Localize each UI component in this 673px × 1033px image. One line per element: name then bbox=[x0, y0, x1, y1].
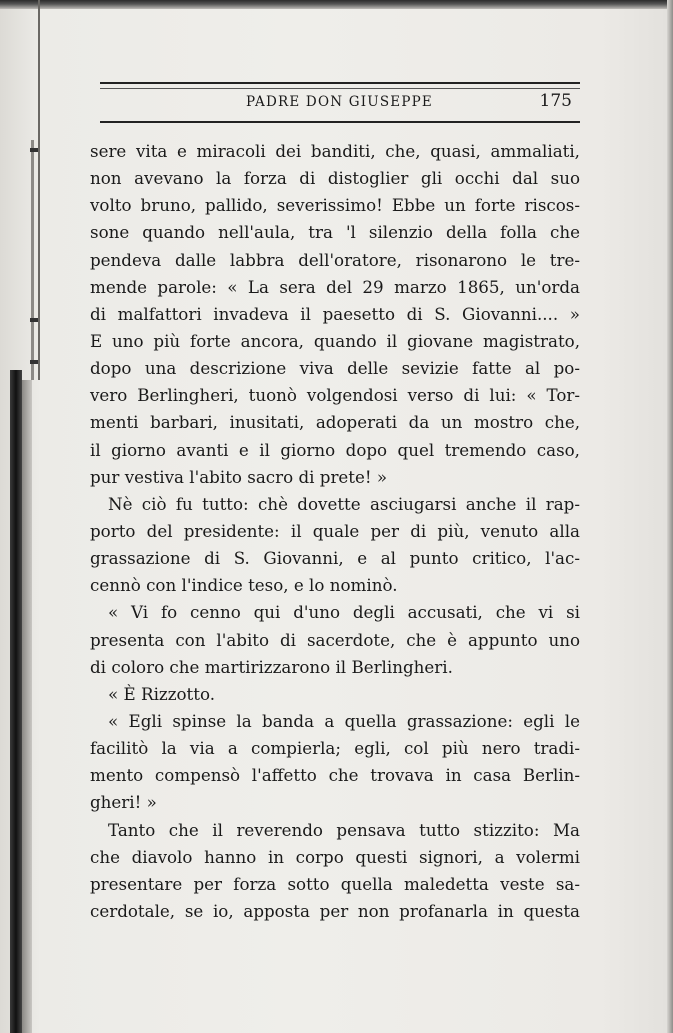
page-right-edge bbox=[667, 0, 673, 1033]
header-rule-top bbox=[100, 82, 580, 84]
text-line: E uno più forte ancora, quando il giovane magistrato, bbox=[90, 330, 580, 351]
text-line: pur vestiva l'abito sacro di prete! » bbox=[90, 466, 388, 487]
text-line: che diavolo hanno in corpo questi signori, a volermi bbox=[90, 846, 580, 867]
text-line: pendeva dalle labbra dell'oratore, risonarono le tre- bbox=[90, 249, 580, 270]
text-line: dopo una descrizione viva delle sevizie fatte al po- bbox=[90, 358, 580, 379]
text-line: « È Rizzotto. bbox=[108, 683, 216, 704]
text-line: Nè ciò fu tutto: chè dovette asciugarsi anche il rap- bbox=[108, 493, 580, 514]
text-line: di coloro che martirizzarono il Berlingheri. bbox=[90, 656, 453, 677]
text-line: vero Berlingheri, tuonò volgendosi verso di lui: « Tor- bbox=[90, 385, 580, 406]
text-line: sere vita e miracoli dei banditi, che, quasi, ammaliati, bbox=[90, 141, 580, 161]
text-line: gheri! » bbox=[90, 792, 157, 813]
text-line: facilitò la via a compierla; egli, col più nero tradi- bbox=[90, 738, 580, 759]
text-line: mende parole: « La sera del 29 marzo 1865, un'orda bbox=[90, 276, 580, 297]
text-line: mento compensò l'affetto che trovava in casa Berlin- bbox=[90, 765, 580, 786]
text-line: di malfattori invadeva il paesetto di S. Giovanni.... » bbox=[90, 303, 580, 324]
text-line: porto del presidente: il quale per di più, venuto alla bbox=[90, 520, 580, 541]
page-number: 175 bbox=[539, 91, 572, 111]
page-top-shadow bbox=[0, 0, 673, 9]
text-line: cerdotale, se io, apposta per non profanarla in questa bbox=[90, 900, 580, 921]
book-binding-edge bbox=[0, 0, 40, 1033]
text-line: il giorno avanti e il giorno dopo quel tremendo caso, bbox=[90, 439, 580, 460]
text-line: grassazione di S. Giovanni, e al punto critico, l'ac- bbox=[90, 548, 580, 569]
text-line: « Egli spinse la banda a quella grassazione: egli le bbox=[108, 710, 580, 731]
text-line: presentare per forza sotto quella maledetta veste sa- bbox=[90, 873, 580, 894]
running-title: PADRE DON GIUSEPPE bbox=[246, 94, 433, 110]
text-line: presenta con l'abito di sacerdote, che è appunto uno bbox=[90, 629, 580, 650]
header-rule-bottom bbox=[100, 121, 580, 123]
text-line: sone quando nell'aula, tra 'l silenzio della folla che bbox=[90, 222, 580, 243]
text-line: Tanto che il reverendo pensava tutto stizzito: Ma bbox=[108, 819, 580, 840]
running-header bbox=[100, 92, 580, 116]
text-line: non avevano la forza di distoglier gli occhi dal suo bbox=[90, 168, 580, 189]
text-line: volto bruno, pallido, severissimo! Ebbe un forte riscos- bbox=[90, 195, 580, 216]
header-rule-thin bbox=[100, 88, 580, 89]
text-line: « Vi fo cenno qui d'uno degli accusati, che vi si bbox=[108, 602, 580, 623]
text-line: cennò con l'indice teso, e lo nominò. bbox=[90, 575, 398, 596]
text-line: menti barbari, inusitati, adoperati da un mostro che, bbox=[90, 412, 580, 433]
body-text bbox=[90, 138, 580, 925]
